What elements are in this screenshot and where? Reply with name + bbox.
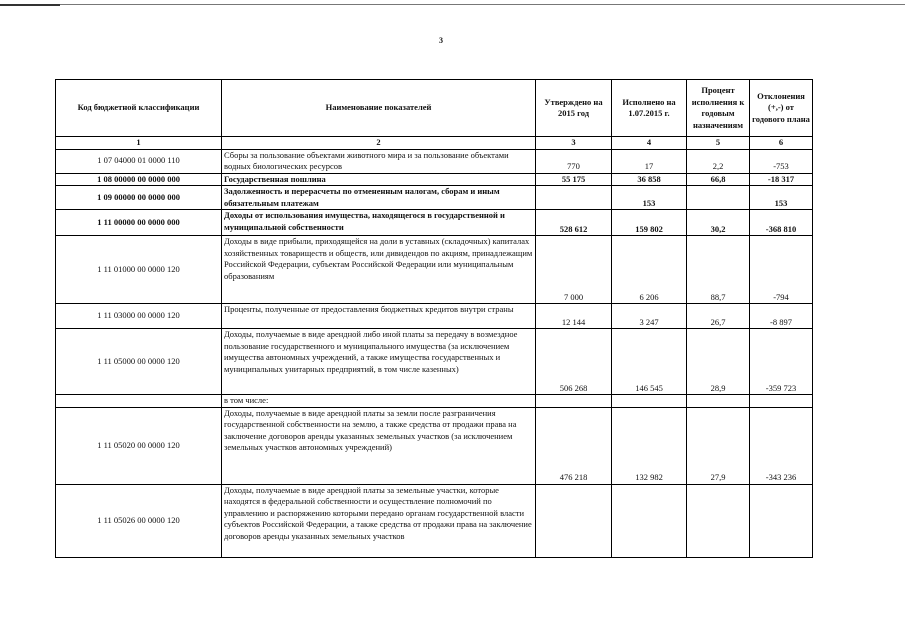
row-name: Доходы от использования имущества, находящегося в государственной и муниципальной собственности — [222, 210, 536, 236]
row-percent: 2,2 — [687, 149, 750, 173]
row-deviation: 153 — [750, 186, 813, 210]
row-percent: 66,8 — [687, 173, 750, 186]
column-number: 2 — [222, 137, 536, 150]
row-code: 1 07 04000 01 0000 110 — [56, 149, 222, 173]
row-name: Сборы за пользование объектами животного мира и за пользование объектами водных биологических ресурсов — [222, 149, 536, 173]
header-code: Код бюджетной классификации — [56, 80, 222, 137]
table-row — [56, 173, 813, 186]
row-name: Доходы, получаемые в виде арендной платы за земельные участки, которые находятся в федеральной собственности и осуществление полномочий по управлению и распоряжению которыми передано органам государственной власти субъектов Российской Федерации, а также средства от продажи права на заключение договоров аренды указанных земельных участков — [222, 484, 536, 557]
row-code — [56, 395, 222, 408]
row-deviation: -8 897 — [750, 304, 813, 329]
row-percent: 88,7 — [687, 236, 750, 304]
row-percent: 30,2 — [687, 210, 750, 236]
row-executed: 36 858 — [612, 173, 687, 186]
column-number: 5 — [687, 137, 750, 150]
budget-table — [55, 79, 813, 558]
row-approved: 506 268 — [536, 329, 612, 395]
row-executed: 6 206 — [612, 236, 687, 304]
row-name: Доходы, получаемые в виде арендной платы за земли после разграничения государственной собственности на землю, а также средства от продажи права на заключение договоров аренды указанных земельных участков (за исключением земельных участков автономных учреждений) — [222, 407, 536, 484]
row-approved — [536, 186, 612, 210]
table-row — [56, 484, 813, 557]
row-code: 1 11 01000 00 0000 120 — [56, 236, 222, 304]
table-row — [56, 149, 813, 173]
table-row — [56, 329, 813, 395]
row-code: 1 11 05026 00 0000 120 — [56, 484, 222, 557]
top-rule-mark — [0, 4, 60, 6]
row-approved: 12 144 — [536, 304, 612, 329]
row-name: Доходы, получаемые в виде арендной либо иной платы за передачу в возмездное пользование государственного и муниципального имущества (за исключением имущества автономных учреждений, а также имущества государственных и муниципальных унитарных предприятий, в том числе казенных) — [222, 329, 536, 395]
row-deviation: -368 810 — [750, 210, 813, 236]
page-number: 3 — [439, 36, 443, 45]
column-number: 1 — [56, 137, 222, 150]
row-approved: 528 612 — [536, 210, 612, 236]
row-code: 1 11 05020 00 0000 120 — [56, 407, 222, 484]
row-name: Проценты, полученные от предоставления бюджетных кредитов внутри страны — [222, 304, 536, 329]
header-deviation: Отклонения (+,-) от годового плана — [750, 80, 813, 137]
row-code: 1 11 03000 00 0000 120 — [56, 304, 222, 329]
row-executed: 159 802 — [612, 210, 687, 236]
row-deviation — [750, 395, 813, 408]
header-executed: Исполнено на 1.07.2015 г. — [612, 80, 687, 137]
table-row — [56, 304, 813, 329]
row-deviation: -18 317 — [750, 173, 813, 186]
row-approved: 770 — [536, 149, 612, 173]
column-number: 3 — [536, 137, 612, 150]
row-executed — [612, 395, 687, 408]
row-name: в том числе: — [222, 395, 536, 408]
row-deviation: -794 — [750, 236, 813, 304]
header-row — [56, 80, 813, 137]
column-number: 4 — [612, 137, 687, 150]
row-deviation: -343 236 — [750, 407, 813, 484]
row-deviation — [750, 484, 813, 557]
row-code: 1 09 00000 00 0000 000 — [56, 186, 222, 210]
header-percent: Процент исполнения к годовым назначениям — [687, 80, 750, 137]
row-approved: 476 218 — [536, 407, 612, 484]
table-row — [56, 407, 813, 484]
row-executed: 3 247 — [612, 304, 687, 329]
row-executed: 153 — [612, 186, 687, 210]
row-approved: 7 000 — [536, 236, 612, 304]
row-approved: 55 175 — [536, 173, 612, 186]
row-code: 1 11 05000 00 0000 120 — [56, 329, 222, 395]
column-number-row — [56, 137, 813, 150]
row-code: 1 08 00000 00 0000 000 — [56, 173, 222, 186]
row-percent — [687, 484, 750, 557]
table-row — [56, 395, 813, 408]
row-name: Задолженность и перерасчеты по отмененным налогам, сборам и иным обязательным платежам — [222, 186, 536, 210]
row-executed: 132 982 — [612, 407, 687, 484]
row-percent — [687, 395, 750, 408]
table-row — [56, 210, 813, 236]
row-deviation: -359 723 — [750, 329, 813, 395]
row-approved — [536, 484, 612, 557]
row-deviation: -753 — [750, 149, 813, 173]
row-percent — [687, 186, 750, 210]
header-approved: Утверждено на 2015 год — [536, 80, 612, 137]
table-row — [56, 186, 813, 210]
row-percent: 26,7 — [687, 304, 750, 329]
row-code: 1 11 00000 00 0000 000 — [56, 210, 222, 236]
row-name: Доходы в виде прибыли, приходящейся на доли в уставных (складочных) капиталах хозяйственных товариществ и обществ, или дивидендов по акциям, принадлежащим Российской Федерации, субъектам Российской Федерации или муниципальным образованиям — [222, 236, 536, 304]
row-executed: 17 — [612, 149, 687, 173]
row-executed: 146 545 — [612, 329, 687, 395]
row-percent: 28,9 — [687, 329, 750, 395]
row-percent: 27,9 — [687, 407, 750, 484]
row-executed — [612, 484, 687, 557]
row-name: Государственная пошлина — [222, 173, 536, 186]
header-name: Наименование показателей — [222, 80, 536, 137]
row-approved — [536, 395, 612, 408]
top-rule — [0, 4, 905, 5]
table-row — [56, 236, 813, 304]
column-number: 6 — [750, 137, 813, 150]
